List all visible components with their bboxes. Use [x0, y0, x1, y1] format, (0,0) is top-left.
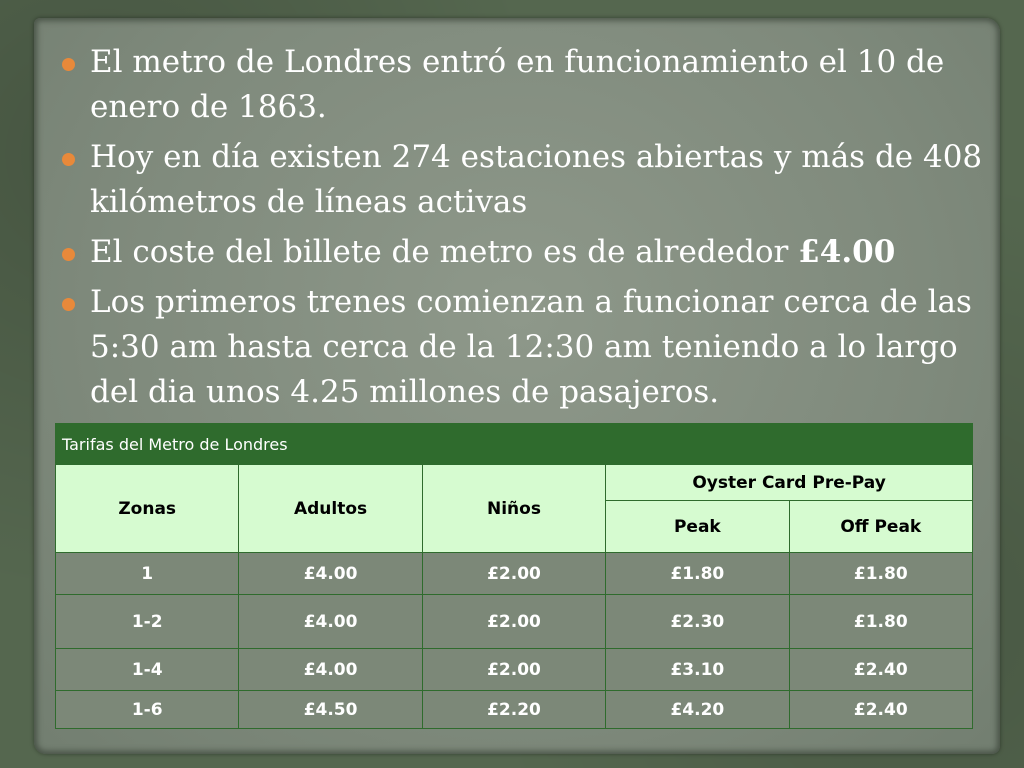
bullet-dot-icon	[62, 248, 75, 261]
bullet-text: Los primeros trenes comienzan a funcionar cerca de las 5:30 am hasta cerca de la 12:30 am teniendo a lo largo del dia unos 4.25 millones de pasajeros.	[90, 284, 972, 410]
cell-off-peak: £1.80	[789, 553, 972, 595]
cell-adult: £4.00	[239, 595, 422, 649]
header-peak: Peak	[606, 501, 789, 553]
bullet-item	[62, 135, 992, 225]
ticket-price: £4.00	[798, 234, 896, 270]
cell-zone: 1-4	[56, 649, 239, 691]
cell-zone: 1	[56, 553, 239, 595]
table-caption: Tarifas del Metro de Londres	[56, 424, 973, 465]
cell-peak: £2.30	[606, 595, 789, 649]
bullet-dot-icon	[62, 153, 75, 166]
bullet-dot-icon	[62, 58, 75, 71]
cell-off-peak: £2.40	[789, 649, 972, 691]
cell-child: £2.20	[422, 691, 605, 729]
bullet-text: El coste del billete de metro es de alrededor	[90, 234, 799, 270]
bullet-item	[62, 230, 992, 275]
bullet-dot-icon	[62, 298, 75, 311]
header-oyster: Oyster Card Pre-Pay	[606, 465, 973, 501]
table-row	[56, 649, 973, 691]
cell-zone: 1-6	[56, 691, 239, 729]
bullet-text: Hoy en día existen 274 estaciones abiertas y más de 408 kilómetros de líneas activas	[90, 139, 983, 220]
table-row	[56, 553, 973, 595]
cell-adult: £4.00	[239, 649, 422, 691]
table-row	[56, 691, 973, 729]
bullet-item	[62, 280, 992, 415]
header-ninos: Niños	[422, 465, 605, 553]
header-off-peak: Off Peak	[789, 501, 972, 553]
cell-off-peak: £2.40	[789, 691, 972, 729]
header-adultos: Adultos	[239, 465, 422, 553]
cell-off-peak: £1.80	[789, 595, 972, 649]
cell-child: £2.00	[422, 649, 605, 691]
table-row	[56, 595, 973, 649]
cell-child: £2.00	[422, 553, 605, 595]
header-zonas: Zonas	[56, 465, 239, 553]
bullet-text: El metro de Londres entró en funcionamiento el 10 de enero de 1863.	[90, 44, 945, 125]
cell-peak: £4.20	[606, 691, 789, 729]
cell-adult: £4.00	[239, 553, 422, 595]
cell-peak: £1.80	[606, 553, 789, 595]
fares-table	[55, 423, 973, 729]
cell-zone: 1-2	[56, 595, 239, 649]
bullet-list	[62, 40, 992, 420]
cell-adult: £4.50	[239, 691, 422, 729]
bullet-item	[62, 40, 992, 130]
cell-child: £2.00	[422, 595, 605, 649]
cell-peak: £3.10	[606, 649, 789, 691]
